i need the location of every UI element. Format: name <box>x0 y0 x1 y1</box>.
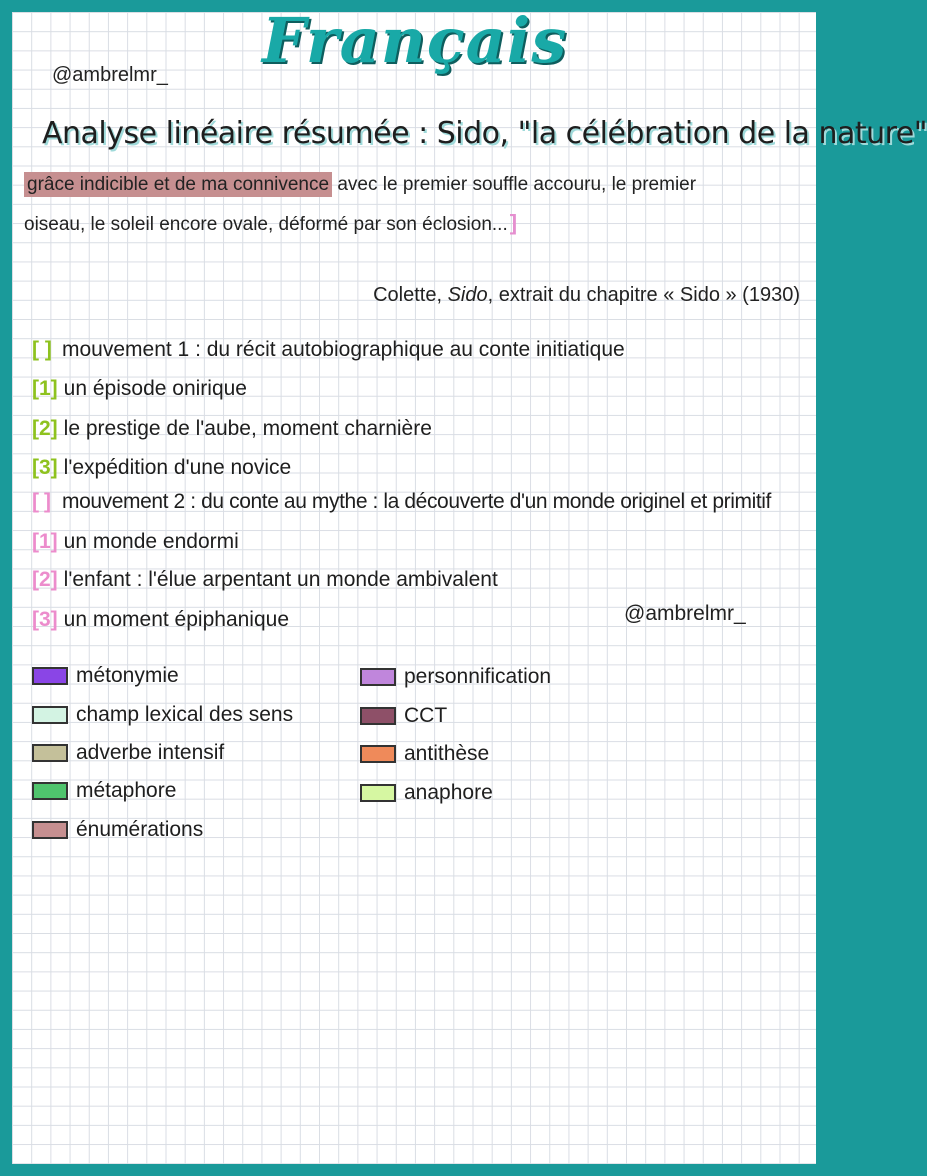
outline-text: l'enfant : l'élue arpentant un monde ambivalent <box>63 568 498 591</box>
source-citation <box>373 284 800 307</box>
legend-item-metonymie <box>32 664 179 688</box>
note-page <box>12 4 927 1164</box>
legend-item-antithese <box>360 742 489 766</box>
legend-swatch <box>32 667 68 685</box>
outline-text: l'expédition d'une novice <box>63 456 292 479</box>
outline-marker: [2] <box>32 568 58 591</box>
excerpt-line-1-rest: avec le premier souffle accouru, le premier <box>332 174 697 195</box>
outline-item <box>32 568 498 592</box>
source-prefix: Colette, <box>373 284 448 306</box>
legend-label: adverbe intensif <box>76 741 225 764</box>
excerpt-line-2 <box>24 210 517 236</box>
outline-text: le prestige de l'aube, moment charnière <box>63 417 432 440</box>
legend-label: champ lexical des sens <box>76 703 294 726</box>
legend-label: métonymie <box>76 664 179 687</box>
outline-marker: [ ] <box>32 338 52 361</box>
outline-text: mouvement 1 : du récit autobiographique au conte initiatique <box>62 338 625 361</box>
legend-item-cct <box>360 704 447 728</box>
enumeration-highlight: grâce indicible et de ma connivence <box>24 172 332 197</box>
excerpt-close-bracket: ] <box>509 210 518 235</box>
author-handle: @ambrelmr_ <box>52 64 168 86</box>
analysis-subtitle: Analyse linéaire résumée : Sido, "la célébration de la nature" <box>42 116 927 151</box>
outline-item <box>32 456 291 480</box>
legend-item-metaphore <box>32 779 176 803</box>
legend-swatch <box>360 784 396 802</box>
watermark-handle: @ambrelmr_ <box>624 602 746 625</box>
legend-item-personnification <box>360 665 551 689</box>
source-suffix: , extrait du chapitre « Sido » (1930) <box>487 284 800 306</box>
legend-item-adverbe <box>32 741 224 765</box>
legend-label: énumérations <box>76 818 204 841</box>
legend-label: personnification <box>404 665 552 688</box>
outline-item <box>32 608 289 632</box>
outline-marker: [1] <box>32 377 58 400</box>
legend-swatch <box>360 707 396 725</box>
outline-marker: [1] <box>32 530 58 553</box>
legend-label: CCT <box>404 704 448 727</box>
outline-item <box>32 377 247 401</box>
legend-item-anaphore <box>360 781 493 805</box>
outline-text: mouvement 2 : du conte au mythe : la découverte d'un monde originel et primitif <box>62 490 771 513</box>
legend-swatch <box>360 745 396 763</box>
legend-swatch <box>32 706 68 724</box>
outline-marker: [3] <box>32 456 58 479</box>
excerpt-line-1 <box>24 174 696 196</box>
outline-marker: [ ] <box>32 490 51 513</box>
legend-item-enumerations <box>32 818 203 842</box>
legend-swatch <box>32 782 68 800</box>
outline-item <box>32 490 771 514</box>
outline-text: un monde endormi <box>63 530 239 553</box>
legend-label: antithèse <box>404 742 490 765</box>
legend-item-champ-lexical <box>32 703 293 727</box>
legend-swatch <box>32 744 68 762</box>
outline-marker: [3] <box>32 608 58 631</box>
page-title: Français <box>262 4 568 77</box>
outline-item <box>32 417 432 441</box>
outline-text: un épisode onirique <box>63 377 247 400</box>
legend-label: anaphore <box>404 781 493 804</box>
outline-item <box>32 338 625 362</box>
legend-swatch <box>32 821 68 839</box>
source-work-title: Sido <box>447 284 488 306</box>
outline-text: un moment épiphanique <box>63 608 290 631</box>
legend-swatch <box>360 668 396 686</box>
excerpt-line-2-text: oiseau, le soleil encore ovale, déformé par son éclosion... <box>24 214 508 235</box>
legend-label: métaphore <box>76 779 177 802</box>
outline-marker: [2] <box>32 417 58 440</box>
outline-item <box>32 530 239 554</box>
